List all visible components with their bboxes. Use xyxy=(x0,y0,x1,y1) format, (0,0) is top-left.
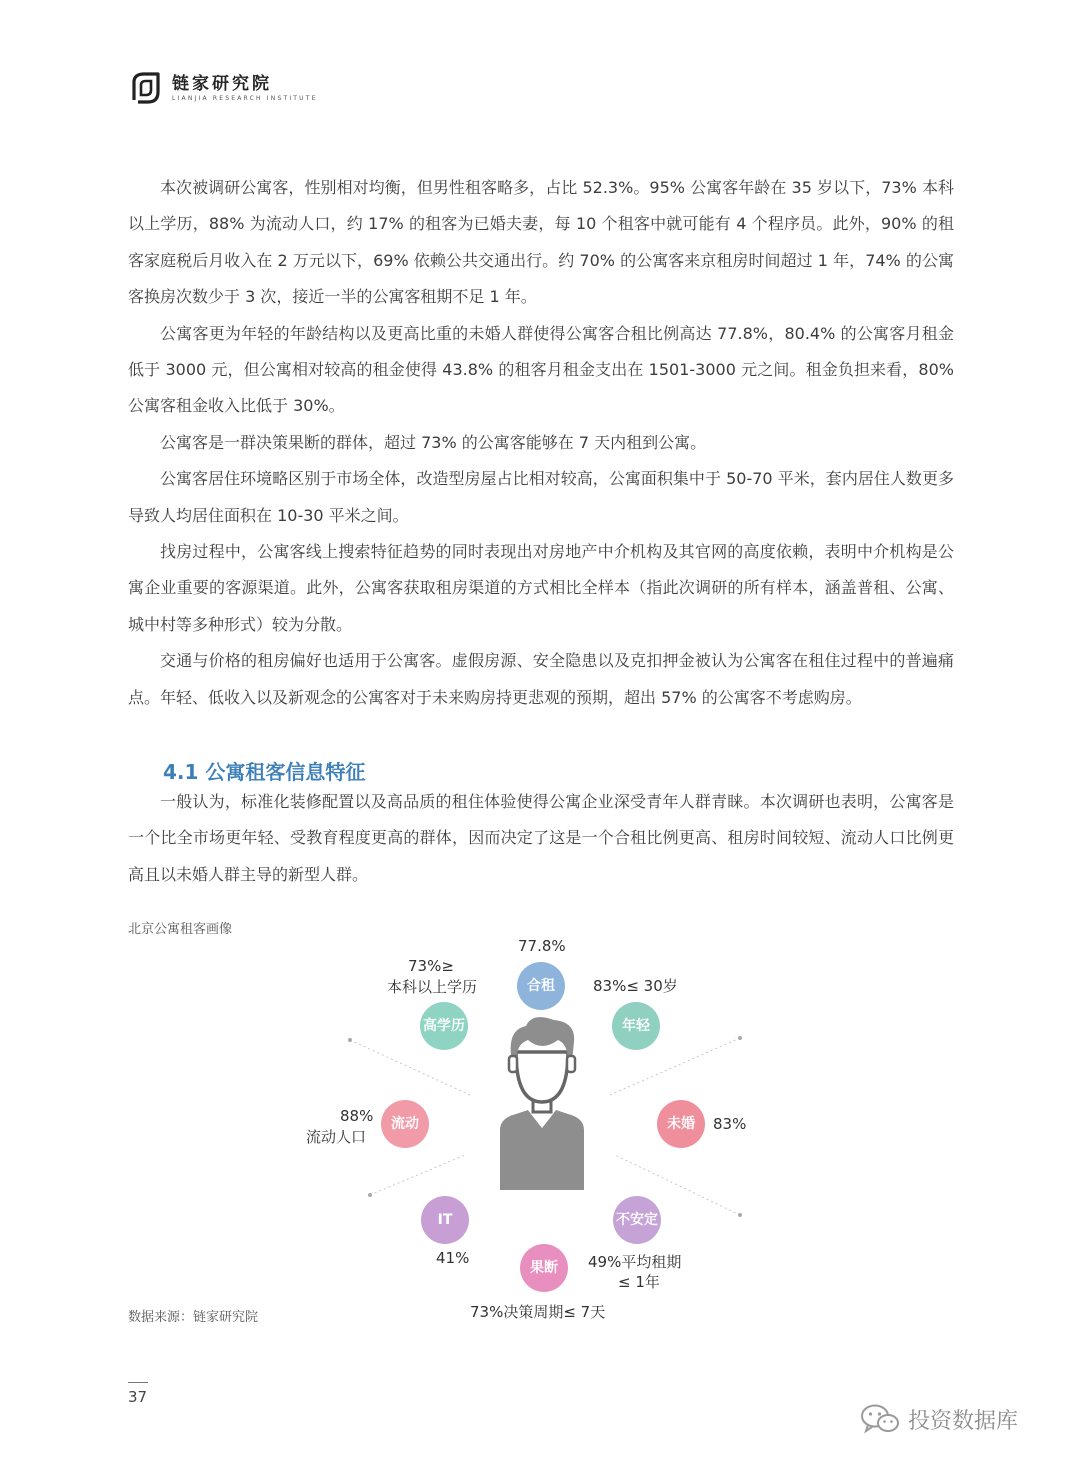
section-text xyxy=(128,784,954,893)
lianjia-logo-icon xyxy=(128,70,164,106)
logo-name: 链家研究院 xyxy=(172,73,272,94)
page-number-rule xyxy=(128,1382,148,1383)
label-weihun: 83% xyxy=(713,1115,747,1133)
node-nianqing xyxy=(612,1002,660,1050)
watermark xyxy=(860,1402,1018,1436)
node-liudong xyxy=(381,1100,429,1148)
node-text: 果断 xyxy=(530,1260,558,1276)
node-text: 流动 xyxy=(391,1116,419,1132)
paragraph: 公寓客更为年轻的年龄结构以及更高比重的未婚人群使得公寓客合租比例高达 77.8%，80.4% 的公寓客月租金低于 3000 元，但公寓相对较高的租金使得 43.8% 的租客月租金支出在 1501-3000 元之间。租金负担来看，80% 公寓客租金收入比低于 30%。 xyxy=(128,323,954,416)
figure-title: 北京公寓租客画像 xyxy=(128,922,233,937)
wechat-icon xyxy=(860,1403,900,1435)
person-icon xyxy=(500,1017,584,1190)
logo-subtitle: LIANJIA RESEARCH INSTITUTE xyxy=(172,94,318,102)
paragraph: 本次被调研公寓客，性别相对均衡，但男性租客略多，占比 52.3%。95% 公寓客年龄在 35 岁以下，73% 本科以上学历，88% 为流动人口，约 17% 的租客为已婚夫妻，每 10 个租客中就可能有 4 个程序员。此外，90% 的租客家庭税后月收入在 2 万元以下，69% 依赖公共交通出行。约 70% 的公寓客来京租房时间超过 1 年，74% 的公寓客换房次数少于 3 次，接近一半的公寓客租期不足 1 年。 xyxy=(128,178,954,307)
figure-source: 数据来源：链家研究院 xyxy=(128,1310,259,1325)
label-liudong-2: 流动人口 xyxy=(306,1128,367,1146)
logo xyxy=(128,68,318,108)
node-hezu xyxy=(517,962,565,1010)
node-text: 未婚 xyxy=(667,1116,695,1132)
label-gaoxueli-1: 73%≥ xyxy=(408,957,454,975)
node-buanding xyxy=(613,1196,661,1244)
label-buanding-2: ≤ 1年 xyxy=(618,1273,660,1291)
node-gaoxueli xyxy=(420,1002,468,1050)
node-weihun xyxy=(657,1100,705,1148)
section-heading: 4.1 公寓租客信息特征 xyxy=(163,760,366,784)
summary-text xyxy=(128,170,954,716)
label-nianqing: 83%≤ 30岁 xyxy=(593,977,678,995)
node-text: 高学历 xyxy=(423,1018,465,1034)
paragraph: 公寓客是一群决策果断的群体，超过 73% 的公寓客能够在 7 天内租到公寓。 xyxy=(160,432,707,452)
node-text: 年轻 xyxy=(622,1018,650,1034)
node-text: IT xyxy=(437,1212,453,1228)
label-it: 41% xyxy=(436,1249,470,1267)
page-number: 37 xyxy=(128,1388,148,1406)
paragraph: 公寓客居住环境略区别于市场全体，改造型房屋占比相对较高，公寓面积集中于 50-70 平米，套内居住人数更多导致人均居住面积在 10-30 平米之间。 xyxy=(128,469,954,525)
watermark-text: 投资数据库 xyxy=(908,1408,1019,1434)
paragraph: 找房过程中，公寓客线上搜索特征趋势的同时表现出对房地产中介机构及其官网的高度依赖，表明中介机构是公寓企业重要的客源渠道。此外，公寓客获取租房渠道的方式相比全样本（指此次调研的所有样本，涵盖普租、公寓、城中村等多种形式）较为分散。 xyxy=(128,542,954,634)
label-liudong-1: 88% xyxy=(340,1107,374,1125)
paragraph: 交通与价格的租房偏好也适用于公寓客。虚假房源、安全隐患以及克扣押金被认为公寓客在租住过程中的普遍痛点。年轻、低收入以及新观念的公寓客对于未来购房持更悲观的预期，超出 57% 的公寓客不考虑购房。 xyxy=(128,651,954,707)
label-hezu: 77.8% xyxy=(518,937,566,955)
label-buanding-1: 49%平均租期 xyxy=(588,1253,682,1271)
tenant-portrait-diagram xyxy=(280,930,800,1330)
label-gaoxueli-2: 本科以上学历 xyxy=(387,978,478,996)
node-it xyxy=(421,1196,469,1244)
label-guoduan: 73%决策周期≤ 7天 xyxy=(470,1303,606,1321)
node-text: 不安定 xyxy=(616,1212,658,1228)
node-guoduan xyxy=(520,1244,568,1292)
node-text: 合租 xyxy=(527,978,555,994)
paragraph: 一般认为，标准化装修配置以及高品质的租住体验使得公寓企业深受青年人群青睐。本次调研也表明，公寓客是一个比全市场更年轻、受教育程度更高的群体，因而决定了这是一个合租比例更高、租房时间较短、流动人口比例更高且以未婚人群主导的新型人群。 xyxy=(128,792,954,884)
